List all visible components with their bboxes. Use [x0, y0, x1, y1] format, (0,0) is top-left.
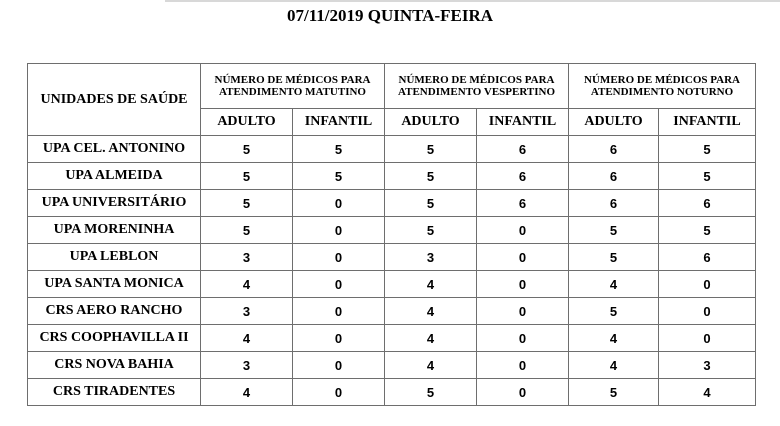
column-header-infantil-matutino: INFANTIL — [293, 109, 385, 136]
column-header-infantil-vespertino: INFANTIL — [477, 109, 569, 136]
doctor-count-cell: 6 — [569, 136, 659, 163]
doctor-count-cell: 3 — [201, 298, 293, 325]
doctor-count-cell: 4 — [385, 352, 477, 379]
table-body — [28, 136, 756, 406]
doctor-count-cell: 5 — [659, 136, 756, 163]
unit-name-cell: UPA UNIVERSITÁRIO — [28, 190, 201, 217]
unit-name-cell: CRS TIRADENTES — [28, 379, 201, 406]
doctor-count-cell: 5 — [201, 136, 293, 163]
doctor-count-cell: 5 — [293, 136, 385, 163]
page-title: 07/11/2019 QUINTA-FEIRA — [286, 6, 494, 25]
column-header-adulto-matutino: ADULTO — [201, 109, 293, 136]
unit-name-cell: UPA SANTA MONICA — [28, 271, 201, 298]
column-header-adulto-vespertino: ADULTO — [385, 109, 477, 136]
doctor-count-cell: 5 — [201, 190, 293, 217]
column-header-unidades: UNIDADES DE SAÚDE — [28, 64, 201, 136]
doctor-count-cell: 3 — [385, 244, 477, 271]
doctor-count-cell: 5 — [385, 190, 477, 217]
doctor-count-cell: 0 — [293, 244, 385, 271]
unit-name-cell: UPA ALMEIDA — [28, 163, 201, 190]
doctor-count-cell: 5 — [569, 244, 659, 271]
doctor-count-cell: 5 — [569, 298, 659, 325]
doctor-count-cell: 0 — [477, 379, 569, 406]
doctor-count-cell: 6 — [477, 190, 569, 217]
group-header-vespertino: NÚMERO DE MÉDICOS PARA ATENDIMENTO VESPERTINO — [385, 64, 569, 109]
unit-name-cell: UPA MORENINHA — [28, 217, 201, 244]
group-header-noturno: NÚMERO DE MÉDICOS PARA ATENDIMENTO NOTURNO — [569, 64, 756, 109]
doctor-count-cell: 0 — [477, 271, 569, 298]
doctor-count-cell: 4 — [569, 352, 659, 379]
doctor-count-cell: 5 — [385, 163, 477, 190]
doctor-count-cell: 0 — [477, 244, 569, 271]
doctor-count-cell: 0 — [477, 352, 569, 379]
doctor-count-cell: 4 — [201, 379, 293, 406]
doctor-count-cell: 0 — [477, 325, 569, 352]
doctor-count-cell: 5 — [659, 163, 756, 190]
doctor-count-cell: 0 — [293, 325, 385, 352]
table-row — [28, 271, 756, 298]
doctor-count-cell: 5 — [385, 136, 477, 163]
doctor-count-cell: 3 — [659, 352, 756, 379]
doctor-count-cell: 0 — [293, 298, 385, 325]
unit-name-cell: CRS NOVA BAHIA — [28, 352, 201, 379]
doctor-count-cell: 0 — [659, 298, 756, 325]
top-border-line — [165, 0, 780, 2]
table-row — [28, 163, 756, 190]
doctor-count-cell: 4 — [201, 325, 293, 352]
unit-name-cell: UPA CEL. ANTONINO — [28, 136, 201, 163]
table-row — [28, 379, 756, 406]
doctor-count-cell: 4 — [385, 298, 477, 325]
doctor-count-cell: 5 — [569, 379, 659, 406]
doctor-count-cell: 3 — [201, 244, 293, 271]
table-row — [28, 244, 756, 271]
doctor-count-cell: 5 — [293, 163, 385, 190]
doctor-count-cell: 5 — [385, 379, 477, 406]
doctor-count-cell: 4 — [659, 379, 756, 406]
doctor-count-cell: 6 — [477, 163, 569, 190]
doctor-count-cell: 0 — [293, 190, 385, 217]
doctor-count-cell: 0 — [293, 352, 385, 379]
doctor-count-cell: 6 — [659, 244, 756, 271]
unit-name-cell: UPA LEBLON — [28, 244, 201, 271]
doctor-count-cell: 5 — [659, 217, 756, 244]
unit-name-cell: CRS AERO RANCHO — [28, 298, 201, 325]
doctor-count-cell: 0 — [293, 271, 385, 298]
group-header-matutino: NÚMERO DE MÉDICOS PARA ATENDIMENTO MATUTINO — [201, 64, 385, 109]
table-row — [28, 190, 756, 217]
doctor-count-cell: 4 — [201, 271, 293, 298]
table-row — [28, 136, 756, 163]
doctor-count-cell: 4 — [385, 271, 477, 298]
doctor-count-cell: 0 — [293, 379, 385, 406]
doctor-count-cell: 3 — [201, 352, 293, 379]
table-row — [28, 298, 756, 325]
doctor-count-cell: 6 — [569, 163, 659, 190]
column-header-infantil-noturno: INFANTIL — [659, 109, 756, 136]
doctor-count-cell: 0 — [659, 271, 756, 298]
doctor-count-cell: 0 — [477, 217, 569, 244]
doctor-count-cell: 5 — [569, 217, 659, 244]
doctors-schedule-table — [27, 63, 756, 406]
doctor-count-cell: 0 — [477, 298, 569, 325]
doctor-count-cell: 0 — [293, 217, 385, 244]
doctor-count-cell: 5 — [385, 217, 477, 244]
doctor-count-cell: 4 — [569, 271, 659, 298]
doctor-count-cell: 6 — [477, 136, 569, 163]
unit-name-cell: CRS COOPHAVILLA II — [28, 325, 201, 352]
doctor-count-cell: 4 — [569, 325, 659, 352]
column-header-adulto-noturno: ADULTO — [569, 109, 659, 136]
table-row — [28, 352, 756, 379]
doctor-count-cell: 0 — [659, 325, 756, 352]
doctor-count-cell: 4 — [385, 325, 477, 352]
doctor-count-cell: 6 — [659, 190, 756, 217]
doctor-count-cell: 5 — [201, 163, 293, 190]
doctor-count-cell: 6 — [569, 190, 659, 217]
doctor-count-cell: 5 — [201, 217, 293, 244]
table-row — [28, 217, 756, 244]
table-row — [28, 325, 756, 352]
